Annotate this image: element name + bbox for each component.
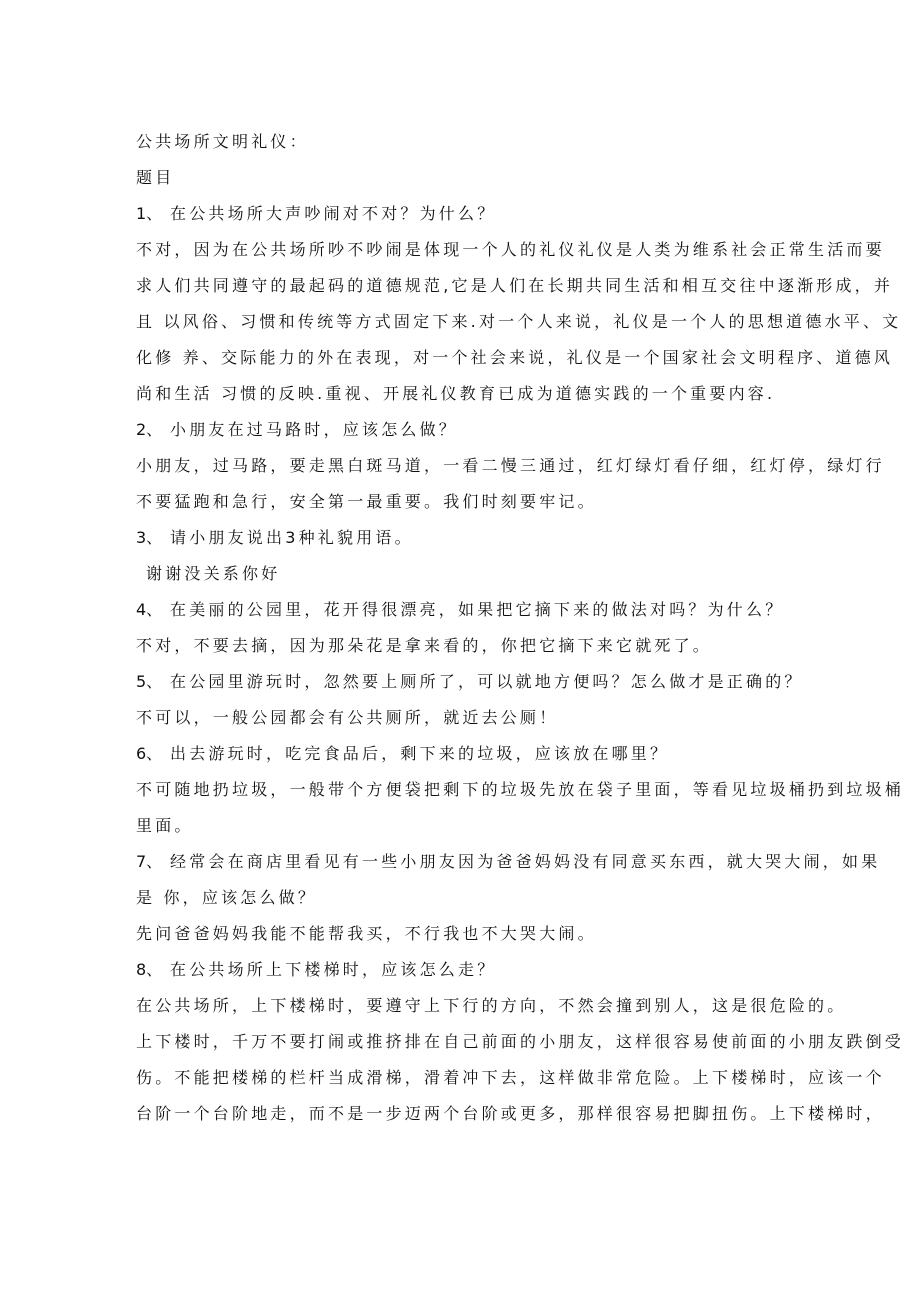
answer-line: 不要猛跑和急行，安全第一最重要。我们时刻要牢记。 <box>136 492 597 511</box>
question-line <box>136 736 796 772</box>
question-line <box>136 412 796 448</box>
answer-line: 小朋友，过马路，要走黑白斑马道，一看二慢三通过，红灯绿灯看仔细，红灯停，绿灯行 <box>136 456 885 475</box>
answer-line: 先问爸爸妈妈我能不能帮我买，不行我也不大哭大闹。 <box>136 924 597 943</box>
answer-line: 不可以，一般公园都会有公共厕所，就近去公厕！ <box>136 708 559 727</box>
question-text: 请小朋友说出3种礼貌用语。 <box>170 528 414 547</box>
question-text: 经常会在商店里看见有一些小朋友因为爸爸妈妈没有同意买东西，就大哭大闹，如果 <box>170 852 881 871</box>
answer-line: 是 你，应该怎么做？ <box>136 888 318 907</box>
question-line <box>136 664 804 700</box>
question-number: 4、 <box>136 600 163 619</box>
question-text: 小朋友在过马路时，应该怎么做？ <box>170 420 459 439</box>
answer-line: 化修 养、交际能力的外在表现，对一个社会来说，礼仪是一个国家社会文明程序、道德风 <box>136 348 894 367</box>
answer-line: 且 以风俗、习惯和传统等方式固定下来.对一个人来说，礼仪是一个人的思想道德水平、文 <box>136 312 902 331</box>
question-text: 在公共场所上下楼梯时，应该怎么走？ <box>170 960 497 979</box>
question-number: 1、 <box>136 204 163 223</box>
answer-line: 台阶一个台阶地走，而不是一步迈两个台阶或更多，那样很容易把脚扭伤。上下楼梯时， <box>136 1104 885 1123</box>
answer-line: 尚和生活 习惯的反映.重视、开展礼仪教育已成为道德实践的一个重要内容. <box>136 384 776 403</box>
question-text: 在美丽的公园里，花开得很漂亮，如果把它摘下来的做法对吗？为什么？ <box>170 600 785 619</box>
answer-line: 里面。 <box>136 816 194 835</box>
question-number: 2、 <box>136 420 163 439</box>
answer-line: 求人们共同遵守的最起码的道德规范,它是人们在长期共同生活和相互交往中逐渐形成，并 <box>136 276 894 295</box>
answer-line: 在公共场所，上下楼梯时，要遵守上下行的方向，不然会撞到别人，这是很危险的。 <box>136 996 847 1015</box>
answer-line: 不对，不要去摘，因为那朵花是拿来看的，你把它摘下来它就死了。 <box>136 636 713 655</box>
question-line <box>136 520 796 556</box>
section-heading: 题目 <box>136 168 175 187</box>
question-text: 在公共场所大声吵闹对不对？为什么？ <box>170 204 497 223</box>
answer-line: 上下楼时，千万不要打闹或推挤排在自己前面的小朋友，这样很容易使前面的小朋友跌倒受 <box>136 1032 905 1051</box>
answer-line: 不对，因为在公共场所吵不吵闹是体现一个人的礼仪礼仪是人类为维系社会正常生活而要 <box>136 240 885 259</box>
question-line <box>136 592 796 628</box>
question-number: 5、 <box>136 672 163 691</box>
question-text: 出去游玩时，吃完食品后，剩下来的垃圾，应该放在哪里？ <box>170 744 670 763</box>
question-number: 8、 <box>136 960 163 979</box>
answer-line: 不可随地扔垃圾，一般带个方便袋把剩下的垃圾先放在袋子里面，等看见垃圾桶扔到垃圾桶 <box>136 780 905 799</box>
question-number: 3、 <box>136 528 163 547</box>
document-body <box>136 196 905 1132</box>
document-title: 公共场所文明礼仪： <box>136 132 309 151</box>
question-number: 6、 <box>136 744 163 763</box>
question-line <box>136 844 881 880</box>
question-text: 在公园里游玩时，忽然要上厕所了，可以就地方便吗？怎么做才是正确的？ <box>170 672 804 691</box>
answer-line: 伤。不能把楼梯的栏杆当成滑梯，滑着冲下去，这样做非常危险。上下楼梯时，应该一个 <box>136 1068 885 1087</box>
question-number: 7、 <box>136 852 163 871</box>
question-line <box>136 952 796 988</box>
question-line <box>136 196 796 232</box>
document-page <box>136 124 905 1132</box>
answer-line: 谢谢没关系你好 <box>146 564 281 583</box>
